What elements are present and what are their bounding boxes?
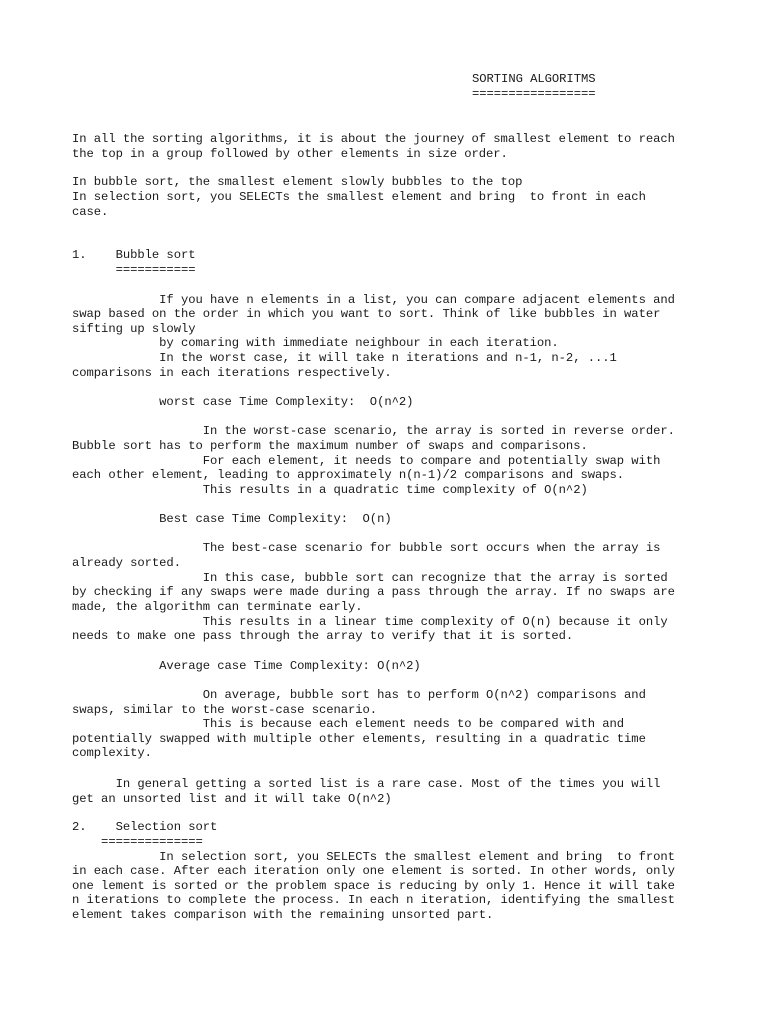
intro-line: In selection sort, you SELECTs the smallest element and bring to front in each [72,190,646,204]
intro-line: case. [72,205,109,219]
paragraph-line: This is because each element needs to be compared with and [72,717,625,731]
intro-line: the top in a group followed by other elements in size order. [72,147,508,161]
section-underline: =========== [72,263,196,277]
paragraph-line: needs to make one pass through the array to verify that it is sorted. [72,629,574,643]
intro-line: In all the sorting algorithms, it is about the journey of smallest element to reach [72,132,675,146]
paragraph-line: get an unsorted list and it will take O(n^2) [72,792,392,806]
subheading-average-case: Average case Time Complexity: O(n^2) [72,659,421,673]
paragraph-line: In the worst-case scenario, the array is sorted in reverse order. [72,424,675,438]
paragraph-line: This results in a quadratic time complexity of O(n^2) [72,483,588,497]
paragraph-line: swap based on the order in which you want to sort. Think of like bubbles in water [72,307,661,321]
paragraph-line: For each element, it needs to compare and potentially swap with [72,454,661,468]
paragraph-line: In selection sort, you SELECTs the smallest element and bring to front [72,850,675,864]
paragraph-line: each other element, leading to approximately n(n-1)/2 comparisons and swaps. [72,468,625,482]
paragraph-line: by comaring with immediate neighbour in each iteration. [72,336,559,350]
paragraph-line: one lement is sorted or the problem space is reducing by only 1. Hence it will take [72,879,675,893]
paragraph-line: n iterations to complete the process. In each n iteration, identifying the smallest [72,893,675,907]
title-underline: ================= [472,87,596,101]
section-heading-bubble-sort: 1. Bubble sort [72,248,196,262]
paragraph-line: made, the algorithm can terminate early. [72,600,363,614]
paragraph-line: swaps, similar to the worst-case scenario. [72,703,378,717]
paragraph-line: The best-case scenario for bubble sort occurs when the array is [72,541,661,555]
paragraph-line: In this case, bubble sort can recognize that the array is sorted [72,571,668,585]
paragraph-line: element takes comparison with the remaining unsorted part. [72,908,494,922]
paragraph-line: comparisons in each iterations respectively. [72,366,392,380]
paragraph-line: Bubble sort has to perform the maximum number of swaps and comparisons. [72,439,588,453]
document-title: SORTING ALGORITMS [472,72,596,86]
paragraph-line: This results in a linear time complexity of O(n) because it only [72,615,668,629]
paragraph-line: On average, bubble sort has to perform O(n^2) comparisons and [72,688,646,702]
paragraph-line: sifting up slowly [72,322,196,336]
paragraph-line: potentially swapped with multiple other elements, resulting in a quadratic time [72,732,646,746]
section-underline: ============== [72,835,203,849]
section-heading-selection-sort: 2. Selection sort [72,820,218,834]
paragraph-line: in each case. After each iteration only one element is sorted. In other words, only [72,864,675,878]
paragraph-line: If you have n elements in a list, you can compare adjacent elements and [72,293,675,307]
subheading-best-case: Best case Time Complexity: O(n) [72,512,392,526]
intro-line: In bubble sort, the smallest element slowly bubbles to the top [72,175,523,189]
paragraph-line: by checking if any swaps were made during a pass through the array. If no swaps are [72,585,675,599]
paragraph-line: already sorted. [72,556,181,570]
paragraph-line: In the worst case, it will take n iterations and n-1, n-2, ...1 [72,351,617,365]
paragraph-line: complexity. [72,746,152,760]
paragraph-line: In general getting a sorted list is a rare case. Most of the times you will [72,777,661,791]
subheading-worst-case: worst case Time Complexity: O(n^2) [72,395,414,409]
